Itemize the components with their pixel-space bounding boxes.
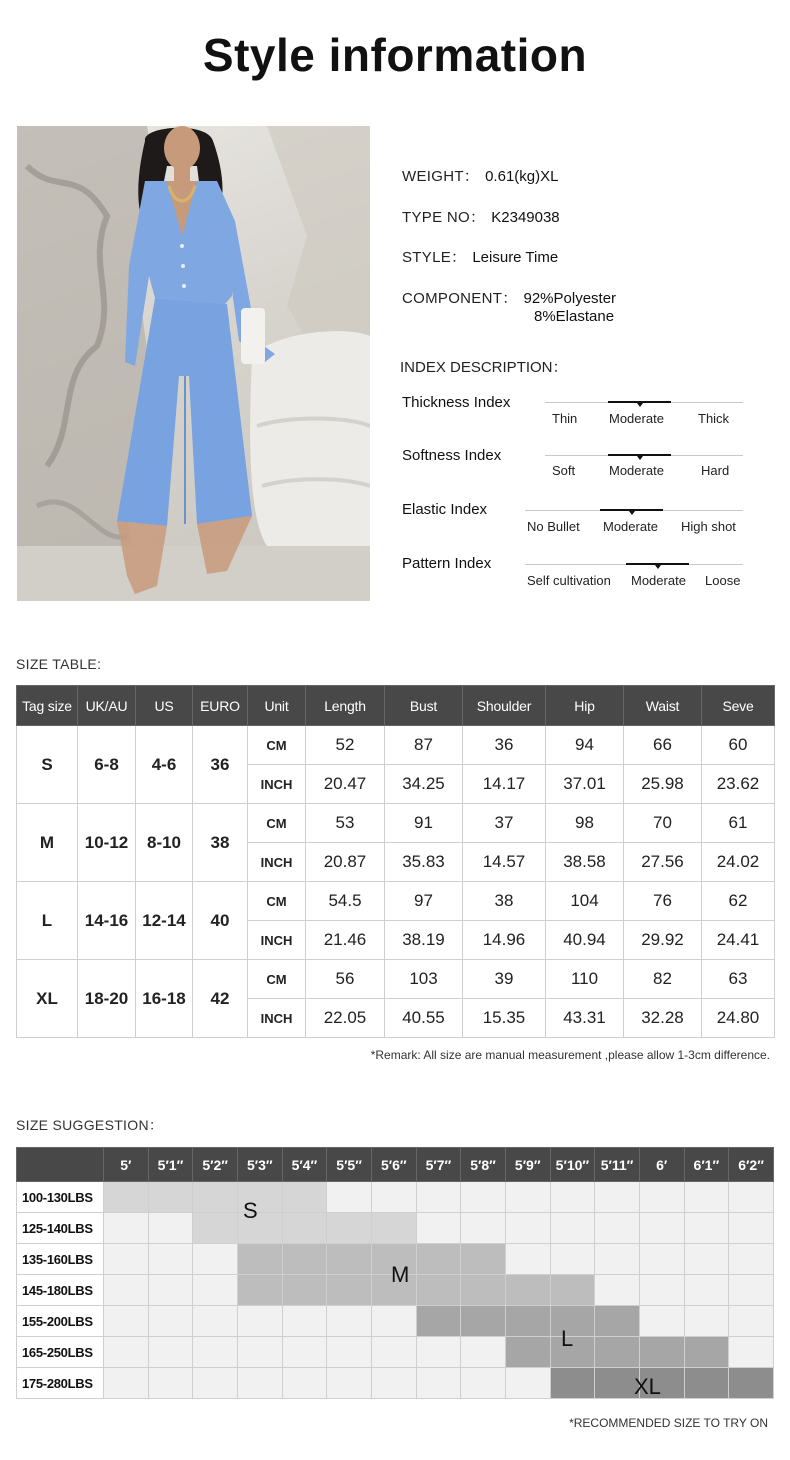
component-row-2: [534, 308, 614, 325]
grid-cell: [461, 1337, 506, 1368]
grid-cell: [371, 1337, 416, 1368]
euro-cell: 38: [193, 804, 248, 882]
size-zone-cell: [237, 1275, 282, 1306]
measure-cm-cell: 61: [702, 804, 775, 843]
size-table: [16, 685, 775, 1038]
size-zone-cell: [639, 1337, 684, 1368]
thickness-option-3: Thick: [698, 411, 730, 426]
header-unit: Unit: [248, 686, 306, 726]
grid-cell: [104, 1306, 149, 1337]
size-zone-cell: [550, 1275, 595, 1306]
size-zone-cell: [416, 1306, 461, 1337]
size-zone-cell: [237, 1244, 282, 1275]
height-header-cell: 5′11″: [595, 1148, 640, 1182]
weight-label-cell: 145-180LBS: [17, 1275, 104, 1306]
unit-inch-cell: INCH: [248, 843, 306, 882]
tag-size-cell: S: [17, 726, 78, 804]
size-row-cm: [17, 882, 775, 921]
grid-cell: [550, 1213, 595, 1244]
size-zone-cell: [282, 1182, 327, 1213]
measure-cm-cell: 56: [306, 960, 385, 999]
height-header-cell: 5′9″: [505, 1148, 550, 1182]
measure-cm-cell: 63: [702, 960, 775, 999]
grid-cell: [684, 1213, 729, 1244]
grid-cell: [505, 1244, 550, 1275]
grid-cell: [461, 1182, 506, 1213]
measure-inch-cell: 24.02: [702, 843, 775, 882]
unit-inch-cell: INCH: [248, 921, 306, 960]
softness-option-2: Moderate: [609, 463, 664, 478]
grid-cell: [550, 1182, 595, 1213]
measure-inch-cell: 15.35: [463, 999, 546, 1038]
weight-label-cell: 100-130LBS: [17, 1182, 104, 1213]
softness-option-1: Soft: [552, 463, 576, 478]
header-length: Length: [306, 686, 385, 726]
elastic-index-label: Elastic Index: [402, 501, 488, 518]
height-header-row: [17, 1148, 774, 1182]
euro-cell: 42: [193, 960, 248, 1038]
grid-cell: [327, 1182, 372, 1213]
grid-cell: [595, 1182, 640, 1213]
grid-cell: [639, 1244, 684, 1275]
elastic-option-1: No Bullet: [527, 519, 580, 534]
grid-cell: [148, 1275, 193, 1306]
grid-cell: [193, 1244, 238, 1275]
grid-cell: [684, 1275, 729, 1306]
size-zone-cell: [104, 1182, 149, 1213]
style-value: Leisure Time: [472, 249, 559, 266]
measure-cm-cell: 103: [385, 960, 463, 999]
pattern-pointer-icon: [655, 565, 661, 569]
weight-label-cell: 155-200LBS: [17, 1306, 104, 1337]
weight-value: 0.61(kg)XL: [485, 168, 559, 185]
measure-cm-cell: 54.5: [306, 882, 385, 921]
measure-cm-cell: 110: [546, 960, 624, 999]
model-illustration: [17, 126, 370, 601]
measure-cm-cell: 60: [702, 726, 775, 765]
header-us: US: [136, 686, 193, 726]
measure-cm-cell: 91: [385, 804, 463, 843]
grid-cell: [148, 1306, 193, 1337]
pattern-option-2: Moderate: [631, 573, 686, 588]
height-header-cell: 5′3″: [237, 1148, 282, 1182]
measure-cm-cell: 98: [546, 804, 624, 843]
style-row: [402, 246, 558, 267]
height-header-cell: 5′5″: [327, 1148, 372, 1182]
grid-cell: [193, 1368, 238, 1399]
grid-cell: [237, 1337, 282, 1368]
grid-cell: [550, 1244, 595, 1275]
grid-cell: [729, 1337, 774, 1368]
uk-au-cell: 6-8: [78, 726, 136, 804]
height-header-cell: 5′4″: [282, 1148, 327, 1182]
measurement-remark: *Remark: All size are manual measurement ,please allow 1-3cm difference.: [370, 1048, 770, 1062]
measure-inch-cell: 14.57: [463, 843, 546, 882]
measure-inch-cell: 20.87: [306, 843, 385, 882]
grid-cell: [148, 1244, 193, 1275]
unit-cm-cell: CM: [248, 882, 306, 921]
measure-cm-cell: 87: [385, 726, 463, 765]
height-header-cell: 5′6″: [371, 1148, 416, 1182]
measure-inch-cell: 34.25: [385, 765, 463, 804]
size-row-cm: [17, 726, 775, 765]
grid-cell: [595, 1213, 640, 1244]
uk-au-cell: 10-12: [78, 804, 136, 882]
unit-cm-cell: CM: [248, 804, 306, 843]
size-zone-cell: [193, 1213, 238, 1244]
grid-cell: [595, 1244, 640, 1275]
grid-cell: [416, 1213, 461, 1244]
size-zone-label: L: [561, 1326, 574, 1351]
size-zone-label: M: [391, 1262, 410, 1287]
elastic-pointer-icon: [629, 511, 635, 515]
height-header-cell: 5′1″: [148, 1148, 193, 1182]
grid-cell: [639, 1182, 684, 1213]
size-zone-cell: [684, 1368, 729, 1399]
size-zone-cell: [729, 1368, 774, 1399]
measure-cm-cell: 53: [306, 804, 385, 843]
size-zone-cell: [461, 1244, 506, 1275]
height-header-cell: 5′7″: [416, 1148, 461, 1182]
grid-cell: [505, 1368, 550, 1399]
pattern-option-3: Loose: [705, 573, 741, 588]
measure-inch-cell: 21.46: [306, 921, 385, 960]
unit-inch-cell: INCH: [248, 765, 306, 804]
weight-label-cell: 175-280LBS: [17, 1368, 104, 1399]
tag-size-cell: L: [17, 882, 78, 960]
grid-cell: [104, 1244, 149, 1275]
measure-inch-cell: 14.96: [463, 921, 546, 960]
measure-inch-cell: 27.56: [624, 843, 702, 882]
size-zone-cell: [193, 1182, 238, 1213]
grid-cell: [371, 1368, 416, 1399]
grid-cell: [193, 1337, 238, 1368]
measure-inch-cell: 35.83: [385, 843, 463, 882]
grid-cell: [282, 1306, 327, 1337]
thickness-index-label: Thickness Index: [402, 394, 511, 411]
component-value-2: 8%Elastane: [534, 308, 615, 325]
weight-label-cell: 135-160LBS: [17, 1244, 104, 1275]
unit-cm-cell: CM: [248, 960, 306, 999]
header-uk-au: UK/AU: [78, 686, 136, 726]
grid-cell: [505, 1213, 550, 1244]
grid-cell: [684, 1244, 729, 1275]
weight-row: [17, 1337, 774, 1368]
size-table-header-row: [17, 686, 775, 726]
weight-label-cell: 165-250LBS: [17, 1337, 104, 1368]
size-zone-cell: [461, 1275, 506, 1306]
grid-cell: [416, 1337, 461, 1368]
component-value-1: 92%Polyester: [523, 290, 617, 307]
size-zone-cell: [282, 1275, 327, 1306]
style-label: STYLE：: [402, 249, 467, 266]
us-cell: 4-6: [136, 726, 193, 804]
grid-cell: [148, 1337, 193, 1368]
grid-cell: [237, 1306, 282, 1337]
measure-cm-cell: 94: [546, 726, 624, 765]
euro-cell: 40: [193, 882, 248, 960]
size-zone-cell: [148, 1182, 193, 1213]
type-value: K2349038: [491, 209, 560, 226]
grid-cell: [327, 1368, 372, 1399]
size-zone-cell: [595, 1306, 640, 1337]
thickness-option-2: Moderate: [609, 411, 664, 426]
height-header-cell: 5′: [104, 1148, 149, 1182]
grid-cell: [729, 1244, 774, 1275]
measure-inch-cell: 43.31: [546, 999, 624, 1038]
measure-inch-cell: 40.55: [385, 999, 463, 1038]
grid-cell: [148, 1213, 193, 1244]
header-shoulder: Shoulder: [463, 686, 546, 726]
measure-inch-cell: 14.17: [463, 765, 546, 804]
us-cell: 16-18: [136, 960, 193, 1038]
grid-cell: [684, 1306, 729, 1337]
height-header-cell: 6′2″: [729, 1148, 774, 1182]
weight-row: [17, 1182, 774, 1213]
measure-inch-cell: 23.62: [702, 765, 775, 804]
size-zone-label: XL: [634, 1374, 661, 1399]
us-cell: 8-10: [136, 804, 193, 882]
size-zone-cell: [684, 1337, 729, 1368]
grid-cell: [416, 1368, 461, 1399]
measure-inch-cell: 29.92: [624, 921, 702, 960]
measure-cm-cell: 76: [624, 882, 702, 921]
grid-cell: [595, 1275, 640, 1306]
weight-row: [17, 1306, 774, 1337]
grid-cell: [639, 1275, 684, 1306]
grid-cell: [237, 1368, 282, 1399]
grid-cell: [461, 1368, 506, 1399]
page-title: Style information: [202, 29, 588, 81]
grid-cell: [327, 1306, 372, 1337]
type-label: TYPE NO：: [402, 209, 486, 226]
size-zone-cell: [505, 1337, 550, 1368]
size-row-cm: [17, 804, 775, 843]
grid-cell: [729, 1182, 774, 1213]
weight-row: [17, 1213, 774, 1244]
grid-cell: [505, 1182, 550, 1213]
size-zone-cell: [416, 1244, 461, 1275]
grid-cell: [416, 1182, 461, 1213]
measure-inch-cell: 37.01: [546, 765, 624, 804]
tag-size-cell: XL: [17, 960, 78, 1038]
size-zone-cell: [550, 1368, 595, 1399]
pattern-option-1: Self cultivation: [527, 573, 611, 588]
size-zone-cell: [505, 1275, 550, 1306]
size-zone-cell: [595, 1337, 640, 1368]
grid-cell: [639, 1306, 684, 1337]
measure-inch-cell: 40.94: [546, 921, 624, 960]
uk-au-cell: 14-16: [78, 882, 136, 960]
index-description-label: INDEX DESCRIPTION：: [400, 359, 568, 376]
measure-cm-cell: 37: [463, 804, 546, 843]
measure-inch-cell: 38.58: [546, 843, 624, 882]
euro-cell: 36: [193, 726, 248, 804]
grid-cell: [729, 1275, 774, 1306]
measure-cm-cell: 52: [306, 726, 385, 765]
measure-cm-cell: 97: [385, 882, 463, 921]
height-header-cell: 6′: [639, 1148, 684, 1182]
size-zone-cell: [327, 1244, 372, 1275]
grid-cell: [684, 1182, 729, 1213]
measure-inch-cell: 24.41: [702, 921, 775, 960]
header-waist: Waist: [624, 686, 702, 726]
measure-inch-cell: 22.05: [306, 999, 385, 1038]
header-hip: Hip: [546, 686, 624, 726]
pattern-index-label: Pattern Index: [402, 555, 492, 572]
measure-cm-cell: 38: [463, 882, 546, 921]
weight-row: [402, 165, 558, 186]
measure-cm-cell: 39: [463, 960, 546, 999]
grid-cell: [639, 1213, 684, 1244]
thickness-pointer-icon: [637, 403, 643, 407]
height-header-cell: 5′10″: [550, 1148, 595, 1182]
grid-cell: [729, 1306, 774, 1337]
grid-corner: [17, 1148, 104, 1182]
size-zone-cell: [282, 1244, 327, 1275]
grid-cell: [371, 1306, 416, 1337]
component-label: COMPONENT：: [402, 290, 518, 307]
size-zone-cell: [505, 1306, 550, 1337]
grid-cell: [327, 1337, 372, 1368]
grid-cell: [193, 1306, 238, 1337]
softness-option-3: Hard: [701, 463, 730, 478]
size-zone-cell: [282, 1213, 327, 1244]
size-zone-cell: [416, 1275, 461, 1306]
grid-cell: [104, 1337, 149, 1368]
header-tag-size: Tag size: [17, 686, 78, 726]
elastic-option-3: High shot: [681, 519, 736, 534]
grid-cell: [461, 1213, 506, 1244]
measure-cm-cell: 66: [624, 726, 702, 765]
softness-pointer-icon: [637, 456, 643, 460]
grid-cell: [193, 1275, 238, 1306]
grid-cell: [282, 1337, 327, 1368]
header-bust: Bust: [385, 686, 463, 726]
unit-inch-cell: INCH: [248, 999, 306, 1038]
size-suggestion-title: SIZE SUGGESTION：: [16, 1117, 164, 1133]
measure-inch-cell: 38.19: [385, 921, 463, 960]
size-zone-cell: [595, 1368, 640, 1399]
type-row: [402, 206, 560, 227]
grid-cell: [729, 1213, 774, 1244]
measure-cm-cell: 104: [546, 882, 624, 921]
measure-cm-cell: 82: [624, 960, 702, 999]
softness-index-label: Softness Index: [402, 447, 502, 464]
unit-cm-cell: CM: [248, 726, 306, 765]
us-cell: 12-14: [136, 882, 193, 960]
size-zone-cell: [327, 1275, 372, 1306]
measure-cm-cell: 62: [702, 882, 775, 921]
measure-inch-cell: 20.47: [306, 765, 385, 804]
grid-cell: [104, 1213, 149, 1244]
height-header-cell: 6′1″: [684, 1148, 729, 1182]
measure-inch-cell: 32.28: [624, 999, 702, 1038]
recommendation-note: *RECOMMENDED SIZE TO TRY ON: [569, 1416, 768, 1430]
measure-inch-cell: 24.80: [702, 999, 775, 1038]
grid-cell: [282, 1368, 327, 1399]
grid-cell: [371, 1182, 416, 1213]
component-row: [402, 287, 616, 308]
size-zone-cell: [371, 1213, 416, 1244]
grid-cell: [104, 1368, 149, 1399]
tag-size-cell: M: [17, 804, 78, 882]
measure-cm-cell: 36: [463, 726, 546, 765]
size-zone-cell: [327, 1213, 372, 1244]
weight-label: WEIGHT：: [402, 168, 480, 185]
size-table-title: SIZE TABLE:: [16, 656, 102, 672]
grid-cell: [148, 1368, 193, 1399]
size-row-cm: [17, 960, 775, 999]
elastic-option-2: Moderate: [603, 519, 658, 534]
header-euro: EURO: [193, 686, 248, 726]
weight-label-cell: 125-140LBS: [17, 1213, 104, 1244]
size-zone-cell: [461, 1306, 506, 1337]
measure-inch-cell: 25.98: [624, 765, 702, 804]
height-header-cell: 5′8″: [461, 1148, 506, 1182]
size-zone-label: S: [243, 1198, 258, 1223]
grid-cell: [104, 1275, 149, 1306]
height-header-cell: 5′2″: [193, 1148, 238, 1182]
measure-cm-cell: 70: [624, 804, 702, 843]
header-seve: Seve: [702, 686, 775, 726]
thickness-option-1: Thin: [552, 411, 578, 426]
uk-au-cell: 18-20: [78, 960, 136, 1038]
product-photo: [17, 126, 370, 601]
